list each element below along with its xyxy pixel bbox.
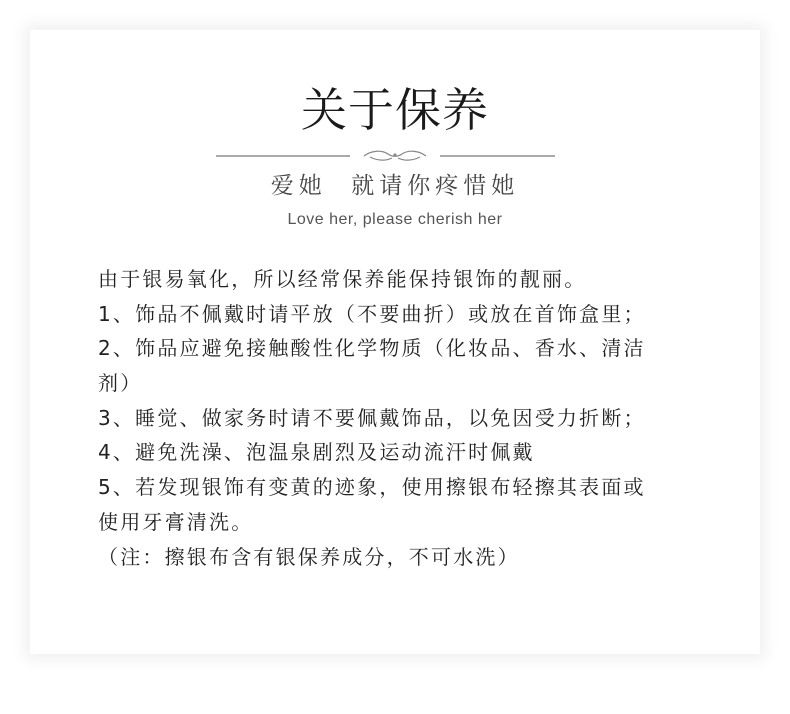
subtitle-english: Love her, please cherish her <box>287 211 503 228</box>
instruction-line: 3、睡觉、做家务时请不要佩戴饰品，以免因受力折断； <box>98 405 646 430</box>
page-title: 关于保养 <box>301 83 489 137</box>
flourish-ornament-icon <box>364 151 426 160</box>
instruction-line: 2、饰品应避免接触酸性化学物质（化妆品、香水、清洁 <box>98 336 646 361</box>
subtitle-chinese: 爱她 就请你疼惜她 <box>270 173 520 199</box>
instruction-line: 剂） <box>98 371 143 396</box>
instruction-line: 1、饰品不佩戴时请平放（不要曲折）或放在首饰盒里； <box>98 301 646 326</box>
instruction-line: 4、避免洗澡、泡温泉剧烈及运动流汗时佩戴 <box>98 440 535 465</box>
instruction-line: 5、若发现银饰有变黄的迹象，使用擦银布轻擦其表面或 <box>98 475 646 500</box>
instruction-line: 由于银易氧化，所以经常保养能保持银饰的靓丽。 <box>98 267 587 291</box>
instruction-line: （注：擦银布含有银保养成分，不可水洗） <box>98 544 520 569</box>
ornamental-divider <box>0 148 790 164</box>
instruction-line: 使用牙膏清洗。 <box>98 509 254 534</box>
care-instructions <box>98 262 738 574</box>
